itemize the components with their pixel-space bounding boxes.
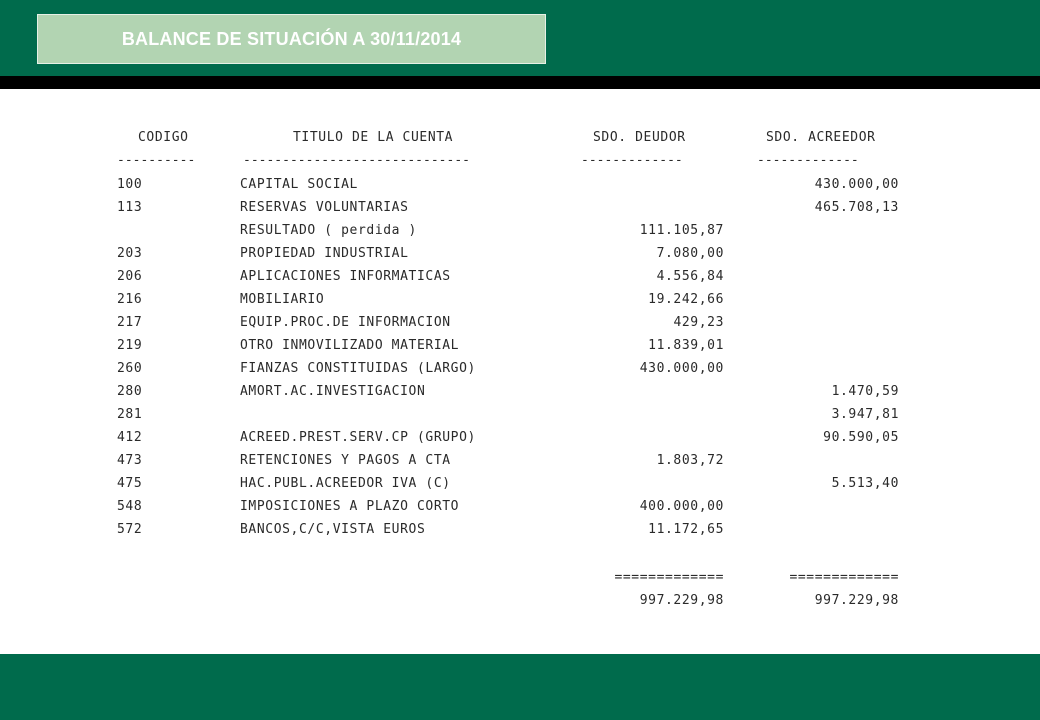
table-row: [0, 267, 1040, 287]
account-code: 216: [117, 292, 143, 307]
account-title: PROPIEDAD INDUSTRIAL: [240, 246, 409, 261]
totals-row: [0, 591, 1040, 611]
account-code: 572: [117, 522, 143, 537]
account-code: 548: [117, 499, 143, 514]
account-title: OTRO INMOVILIZADO MATERIAL: [240, 338, 460, 353]
table-header-row: [0, 128, 1040, 148]
table-row: [0, 428, 1040, 448]
account-code: 206: [117, 269, 143, 284]
account-title: AMORT.AC.INVESTIGACION: [240, 384, 426, 399]
account-title: RESERVAS VOLUNTARIAS: [240, 200, 409, 215]
table-row: [0, 451, 1040, 471]
account-title: RETENCIONES Y PAGOS A CTA: [240, 453, 451, 468]
table-row: [0, 290, 1040, 310]
table-row: [0, 336, 1040, 356]
account-code: 473: [117, 453, 143, 468]
header-band: [0, 0, 1040, 76]
header-title: TITULO DE LA CUENTA: [293, 130, 454, 145]
debit-balance: 1.803,72: [656, 453, 724, 468]
totals-rule-credit: =============: [789, 570, 899, 585]
table-row: [0, 497, 1040, 517]
total-credit: 997.229,98: [814, 593, 899, 608]
table-row: [0, 244, 1040, 264]
table-row: [0, 474, 1040, 494]
debit-balance: 111.105,87: [639, 223, 724, 238]
account-title: APLICACIONES INFORMATICAS: [240, 269, 451, 284]
account-title: ACREED.PREST.SERV.CP (GRUPO): [240, 430, 476, 445]
account-title: CAPITAL SOCIAL: [240, 177, 358, 192]
header-rule-row: [0, 151, 1040, 171]
account-code: 219: [117, 338, 143, 353]
table-row: [0, 520, 1040, 540]
rule-code: ----------: [117, 153, 196, 168]
debit-balance: 11.839,01: [648, 338, 724, 353]
account-title: BANCOS,C/C,VISTA EUROS: [240, 522, 426, 537]
debit-balance: 430.000,00: [639, 361, 724, 376]
rule-title: -----------------------------: [243, 153, 470, 168]
debit-balance: 7.080,00: [656, 246, 724, 261]
account-code: 412: [117, 430, 143, 445]
account-code: 260: [117, 361, 143, 376]
divider-bar: [0, 76, 1040, 89]
account-title: FIANZAS CONSTITUIDAS (LARGO): [240, 361, 476, 376]
table-row: [0, 405, 1040, 425]
account-title: IMPOSICIONES A PLAZO CORTO: [240, 499, 460, 514]
account-title: RESULTADO ( perdida ): [240, 223, 417, 238]
header-debit: SDO. DEUDOR: [593, 130, 686, 145]
credit-balance: 430.000,00: [814, 177, 899, 192]
credit-balance: 3.947,81: [831, 407, 899, 422]
rule-debit: -------------: [581, 153, 683, 168]
header-code: CODIGO: [138, 130, 189, 145]
table-row: [0, 198, 1040, 218]
page-title: BALANCE DE SITUACIÓN A 30/11/2014: [121, 28, 462, 49]
credit-balance: 5.513,40: [831, 476, 899, 491]
credit-balance: 90.590,05: [823, 430, 899, 445]
account-code: 100: [117, 177, 143, 192]
debit-balance: 19.242,66: [648, 292, 724, 307]
account-code: 203: [117, 246, 143, 261]
footer-band: [0, 654, 1040, 720]
table-row: [0, 359, 1040, 379]
account-code: 281: [117, 407, 143, 422]
table-row: [0, 221, 1040, 241]
totals-rule-row: [0, 568, 1040, 588]
account-code: 113: [117, 200, 143, 215]
account-title: HAC.PUBL.ACREEDOR IVA (C): [240, 476, 451, 491]
title-box: [37, 14, 546, 64]
header-credit: SDO. ACREEDOR: [766, 130, 876, 145]
rule-credit: -------------: [757, 153, 859, 168]
balance-sheet-table: [0, 89, 1040, 654]
table-row: [0, 175, 1040, 195]
totals-rule-debit: =============: [614, 570, 724, 585]
debit-balance: 400.000,00: [639, 499, 724, 514]
table-row: [0, 382, 1040, 402]
credit-balance: 1.470,59: [831, 384, 899, 399]
total-debit: 997.229,98: [639, 593, 724, 608]
account-title: MOBILIARIO: [240, 292, 325, 307]
credit-balance: 465.708,13: [814, 200, 899, 215]
table-row: [0, 313, 1040, 333]
account-title: EQUIP.PROC.DE INFORMACION: [240, 315, 451, 330]
account-code: 217: [117, 315, 143, 330]
debit-balance: 11.172,65: [648, 522, 724, 537]
account-code: 475: [117, 476, 143, 491]
debit-balance: 4.556,84: [656, 269, 724, 284]
debit-balance: 429,23: [673, 315, 724, 330]
account-code: 280: [117, 384, 143, 399]
